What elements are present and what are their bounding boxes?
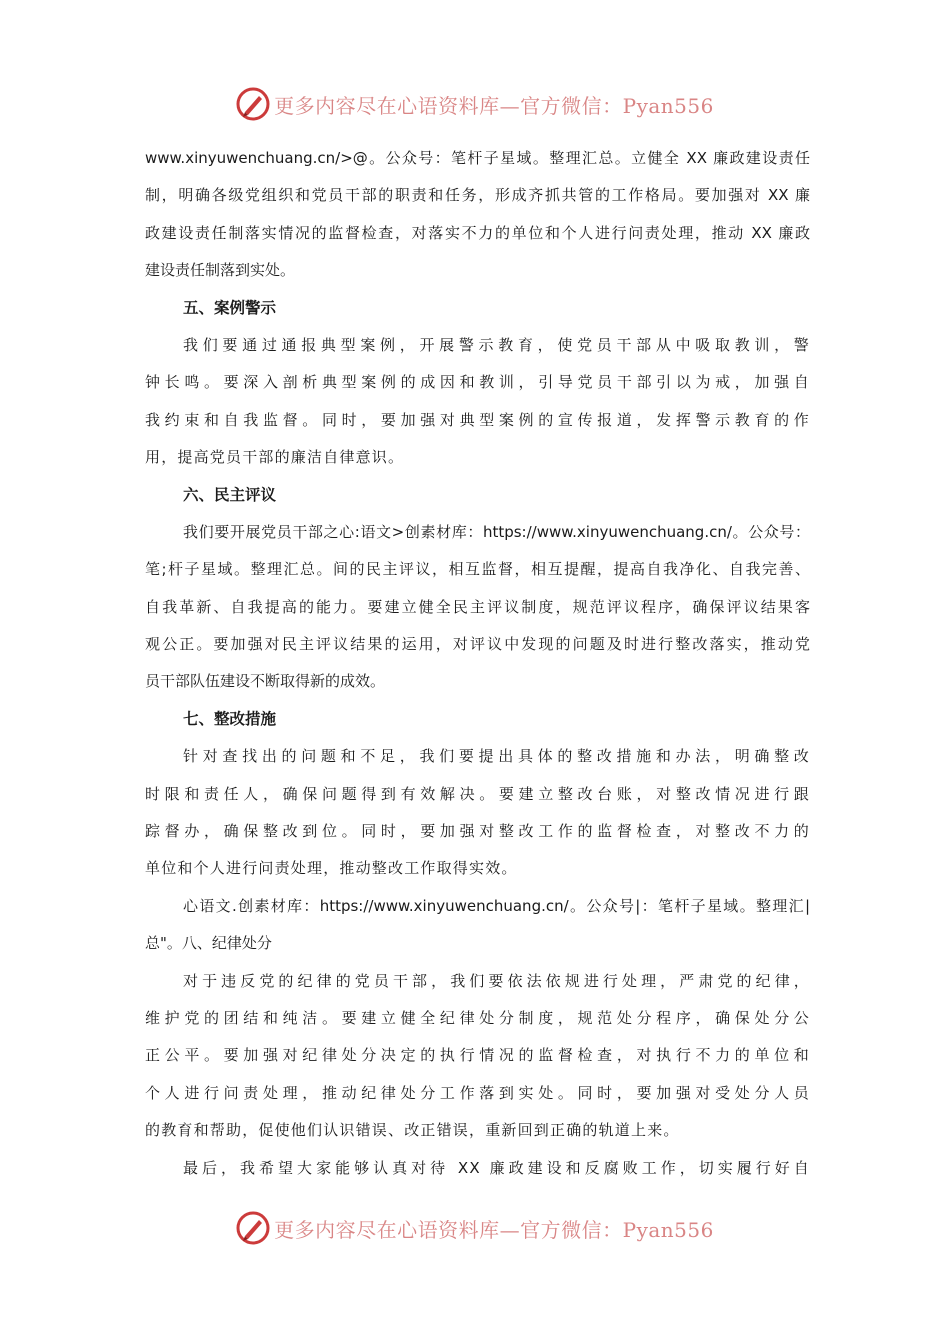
pen-logo-icon <box>236 87 270 121</box>
paragraph-line: 总"。八、纪律处分 <box>145 934 272 953</box>
header-banner-text: 更多内容尽在心语资料库—官方微信：Pyan556 <box>274 93 714 118</box>
paragraph-line: 的教育和帮助，促使他们认识错误、改正错误，重新回到正确的轨道上来。 <box>145 1121 680 1140</box>
paragraph-line: 自我革新、自我提高的能力。要建立健全民主评议制度，规范评议程序，确保评议结果客 <box>145 597 810 616</box>
paragraph-line: 心语文.创素材库：https://www.xinyuwenchuang.cn/。公众号|：笔杆子星域。整理汇| <box>183 896 810 915</box>
paragraph-line: 单位和个人进行问责处理，推动整改工作取得实效。 <box>145 859 518 878</box>
paragraph-line: 时限和责任人，确保问题得到有效解决。要建立整改台账，对整改情况进行跟 <box>145 784 810 803</box>
paragraph-line: www.xinyuwenchuang.cn/>@。公众号：笔杆子星域。整理汇总。立健全 XX 廉政建设责任 <box>145 149 810 167</box>
paragraph-line: 观公正。要加强对民主评议结果的运用，对评议中发现的问题及时进行整改落实，推动党 <box>145 635 810 654</box>
section-heading-6: 六、民主评议 <box>183 485 277 504</box>
paragraph-line: 我们要通过通报典型案例，开展警示教育，使党员干部从中吸取教训，警 <box>183 335 810 354</box>
paragraph-line: 我们要开展党员干部之心:语文>创素材库：https://www.xinyuwenchuang.cn/。公众号： <box>183 522 810 541</box>
footer-banner-text: 更多内容尽在心语资料库—官方微信：Pyan556 <box>274 1217 714 1242</box>
paragraph-line: 针对查找出的问题和不足，我们要提出具体的整改措施和办法，明确整改 <box>183 747 810 766</box>
paragraph-line: 最后，我希望大家能够认真对待 XX 廉政建设和反腐败工作，切实履行好自 <box>183 1158 810 1177</box>
header-banner <box>0 82 950 126</box>
section-heading-7: 七、整改措施 <box>183 709 277 728</box>
paragraph-line: 建设责任制落到实处。 <box>145 261 296 280</box>
document-body <box>145 140 810 1187</box>
paragraph-line: 制，明确各级党组织和党员干部的职责和任务，形成齐抓共管的工作格局。要加强对 XX 廉 <box>145 186 810 205</box>
paragraph-line: 政建设责任制落实情况的监督检查，对落实不力的单位和个人进行问责处理，推动 XX 廉政 <box>145 223 810 242</box>
paragraph-line: 员干部队伍建设不断取得新的成效。 <box>145 672 386 691</box>
section-heading-5: 五、案例警示 <box>183 298 277 317</box>
footer-banner <box>0 1206 950 1250</box>
paragraph-line: 对于违反党的纪律的党员干部，我们要依法依规进行处理，严肃党的纪律， <box>183 971 810 990</box>
paragraph-line: 踪督办，确保整改到位。同时，要加强对整改工作的监督检查，对整改不力的 <box>145 822 810 841</box>
pen-logo-icon <box>236 1211 270 1245</box>
paragraph-line: 我约束和自我监督。同时，要加强对典型案例的宣传报道，发挥警示教育的作 <box>145 410 810 429</box>
paragraph-line: 个人进行问责处理，推动纪律处分工作落到实处。同时，要加强对受处分人员 <box>145 1083 810 1102</box>
paragraph-line: 钟长鸣。要深入剖析典型案例的成因和教训，引导党员干部引以为戒，加强自 <box>145 373 810 392</box>
paragraph-line: 维护党的团结和纯洁。要建立健全纪律处分制度，规范处分程序，确保处分公 <box>145 1008 810 1027</box>
paragraph-line: 用，提高党员干部的廉洁自律意识。 <box>145 448 405 467</box>
paragraph-line: 正公平。要加强对纪律处分决定的执行情况的监督检查，对执行不力的单位和 <box>145 1046 810 1065</box>
paragraph-line: 笔;杆子星域。整理汇总。间的民主评议，相互监督，相互提醒，提高自我净化、自我完善、 <box>145 560 810 579</box>
